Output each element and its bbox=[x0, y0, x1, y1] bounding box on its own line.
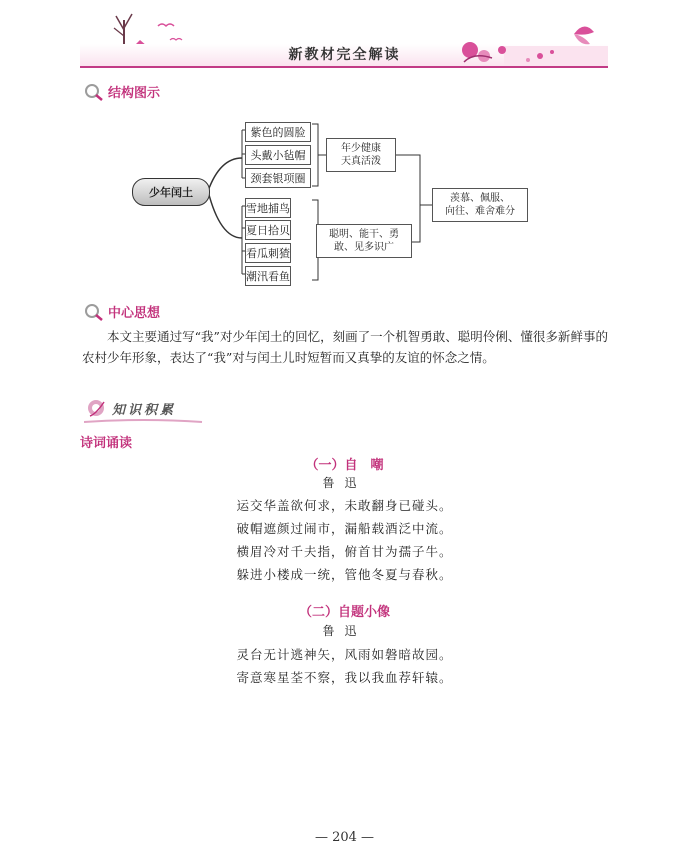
poem-line: 横眉冷对千夫指，俯首甘为孺子牛。 bbox=[236, 544, 453, 559]
summary-line: 天真活泼 bbox=[341, 156, 381, 167]
summary-box-ability bbox=[316, 224, 412, 258]
poem-line: 灵台无计逃神矢，风雨如磐暗故园。 bbox=[236, 647, 453, 662]
poem-line: 破帽遮颜过闹市，漏船载酒泛中流。 bbox=[236, 521, 453, 536]
magnifier-icon bbox=[84, 83, 104, 101]
poem-title: （二）自题小像 bbox=[298, 605, 390, 620]
page-header bbox=[0, 0, 689, 78]
section-structure-title: 结构图示 bbox=[108, 86, 161, 101]
result-line: 羡慕、佩服、 bbox=[450, 193, 510, 204]
knowledge-underline bbox=[84, 418, 204, 426]
poem-author: 鲁迅 bbox=[322, 624, 367, 638]
structure-diagram bbox=[120, 110, 540, 290]
event-box: 看瓜刺猹 bbox=[245, 243, 291, 263]
poem-line: 躲进小楼成一统，管他冬夏与春秋。 bbox=[236, 567, 453, 582]
page-number: — 204 — bbox=[314, 830, 375, 845]
section-knowledge-title: 知识积累 bbox=[112, 402, 177, 418]
section-theme bbox=[84, 302, 160, 321]
section-structure bbox=[84, 82, 160, 101]
butterfly-icon bbox=[574, 26, 594, 44]
event-box: 雪地捕鸟 bbox=[245, 198, 291, 218]
summary-box-appearance bbox=[326, 138, 396, 172]
poem-line: 运交华盖欲何求，未敢翻身已碰头。 bbox=[236, 498, 453, 513]
trait-box: 颈套银项圈 bbox=[245, 168, 311, 188]
trait-box: 头戴小毡帽 bbox=[245, 145, 311, 165]
event-box: 夏日拾贝 bbox=[245, 220, 291, 240]
theme-paragraph: 本文主要通过写“我”对少年闰土的回忆，刻画了一个机智勇敢、聪明伶俐、懂很多新鲜事的农村少年形象，表达了“我”对与闰土儿时短暂而又真挚的友谊的怀念之情。 bbox=[82, 329, 608, 365]
magnifier-icon bbox=[84, 303, 104, 321]
header-title: 新教材完全解读 bbox=[288, 47, 401, 63]
poem-title: （一）自 嘲 bbox=[305, 458, 384, 473]
trait-box: 紫色的圆脸 bbox=[245, 122, 311, 142]
flower-icon bbox=[462, 42, 506, 62]
result-line: 向往、难舍难分 bbox=[445, 206, 515, 217]
summary-line: 年少健康 bbox=[341, 143, 381, 154]
result-box bbox=[432, 188, 528, 222]
section-theme-title: 中心思想 bbox=[108, 306, 161, 321]
section-knowledge bbox=[86, 398, 176, 418]
poem-line: 寄意寒星荃不察，我以我血荐轩辕。 bbox=[236, 670, 453, 685]
summary-line: 聪明、能干、勇 bbox=[329, 229, 399, 240]
poem-author: 鲁迅 bbox=[322, 476, 367, 490]
header-right-decoration bbox=[444, 0, 614, 78]
recite-subheading: 诗词诵读 bbox=[80, 436, 133, 451]
event-box: 潮汛看鱼 bbox=[245, 266, 291, 286]
summary-line: 敢、见多识广 bbox=[334, 242, 394, 253]
knowledge-badge-icon bbox=[86, 398, 108, 418]
center-node: 少年闰土 bbox=[132, 178, 210, 206]
